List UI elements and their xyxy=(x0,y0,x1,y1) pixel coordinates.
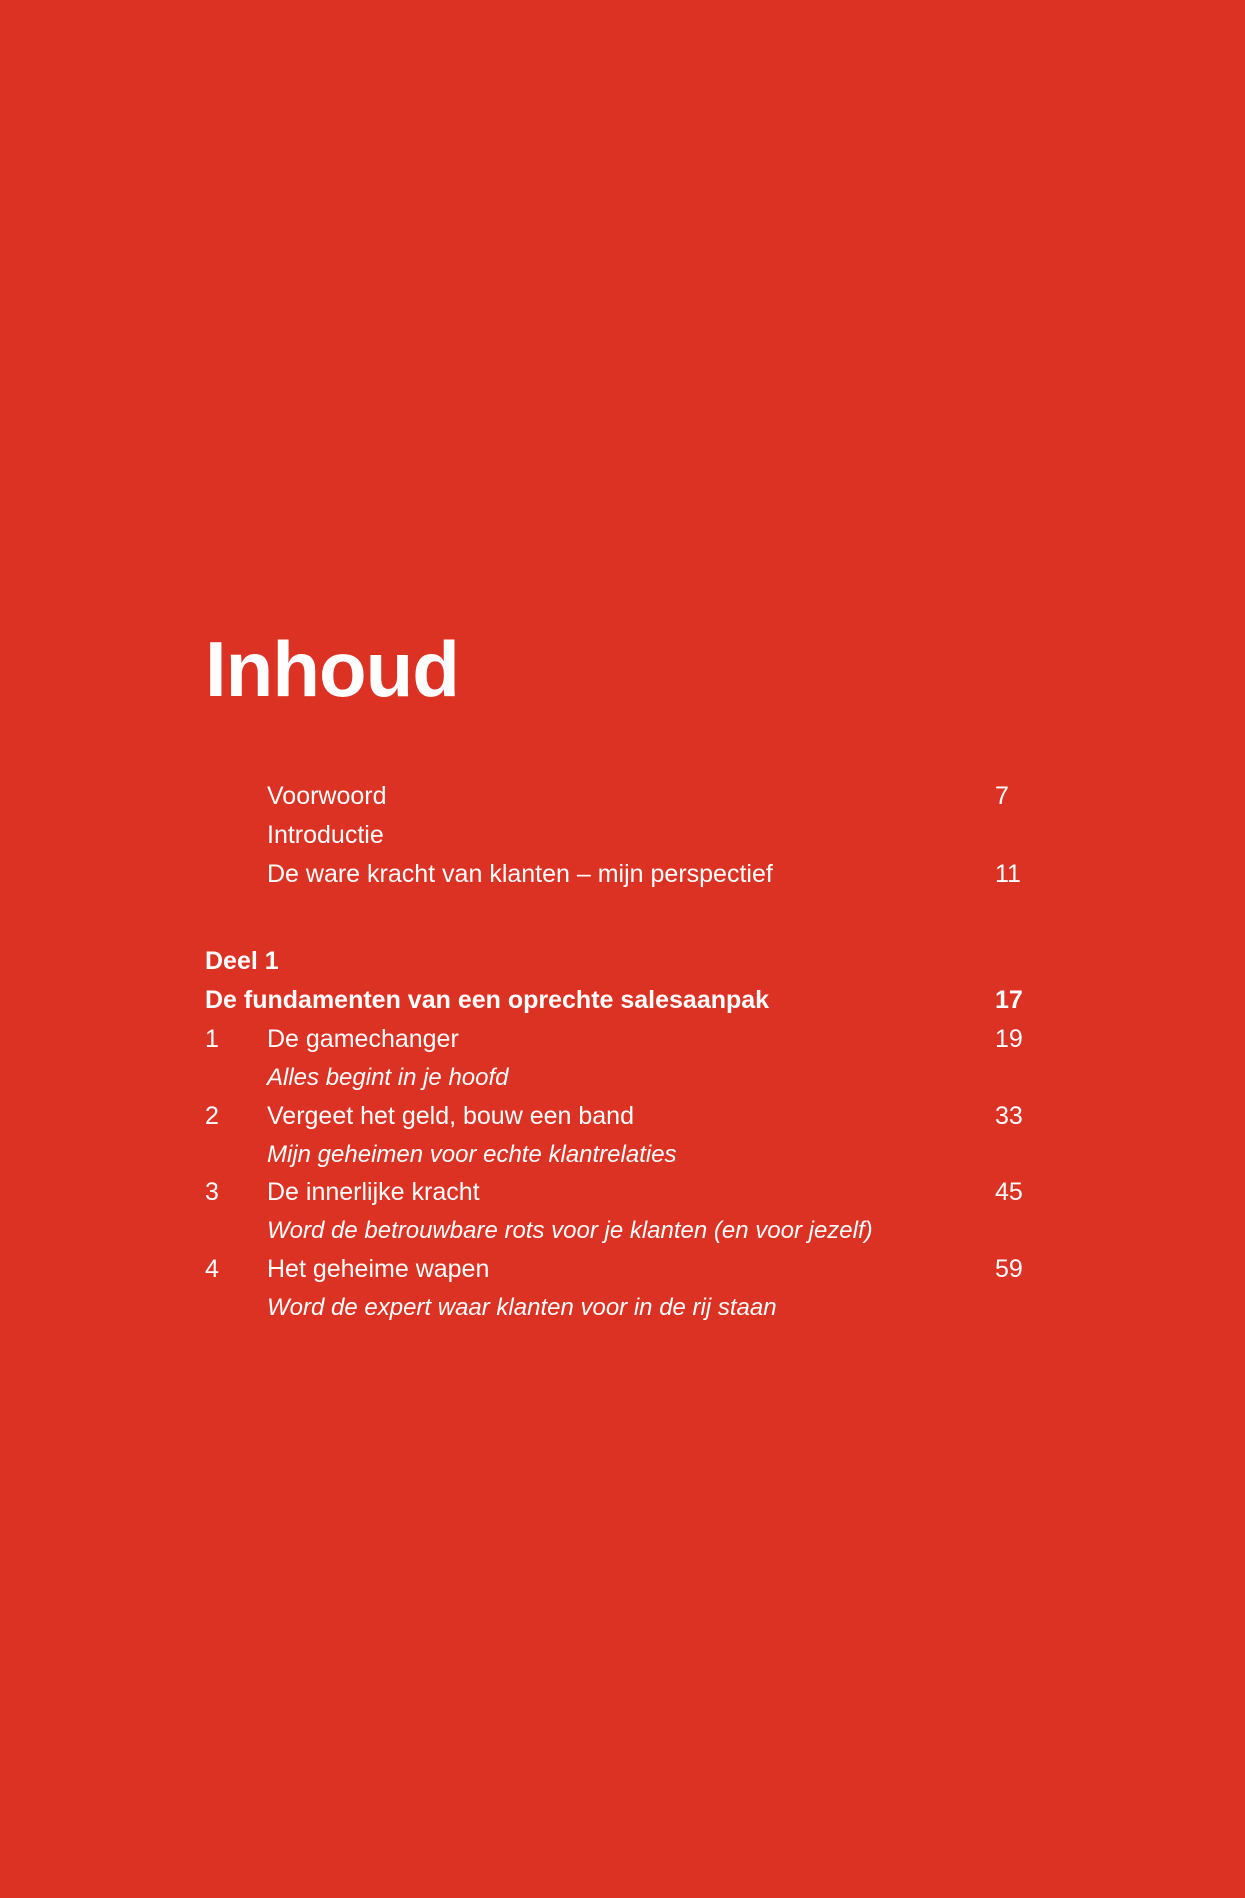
toc-entry-chapter-2[interactable] xyxy=(205,1098,1075,1135)
toc-subtitle-text: Word de betrouwbare rots voor je klanten (en voor jezelf) xyxy=(267,1217,873,1245)
page-title: Inhoud xyxy=(205,625,459,713)
toc-entry-page: 19 xyxy=(995,1025,1023,1053)
toc-entry-page: 11 xyxy=(995,860,1021,888)
toc-entry-chapter-1[interactable] xyxy=(205,1021,1075,1058)
toc-entry-ware-kracht[interactable] xyxy=(205,856,1075,893)
toc-entry-number: 2 xyxy=(205,1101,219,1130)
section-spacer xyxy=(205,895,1075,943)
toc-entry-number: 4 xyxy=(205,1254,219,1283)
toc-entry-page: 59 xyxy=(995,1254,1023,1283)
toc-list xyxy=(205,778,1075,1325)
toc-part-title[interactable] xyxy=(205,982,1075,1019)
toc-entry-number: 1 xyxy=(205,1025,219,1053)
toc-part-page: 17 xyxy=(995,986,1023,1014)
toc-entry-chapter-3[interactable] xyxy=(205,1174,1075,1211)
toc-subtitle-chapter-3 xyxy=(205,1213,1075,1249)
toc-entry-label: De ware kracht van klanten – mijn perspectief xyxy=(267,860,773,888)
toc-entry-number: 3 xyxy=(205,1178,219,1207)
toc-entry-page: 45 xyxy=(995,1178,1023,1207)
toc-entry-label: Voorwoord xyxy=(267,782,387,810)
toc-subtitle-text: Alles begint in je hoofd xyxy=(267,1064,509,1091)
toc-subtitle-text: Mijn geheimen voor echte klantrelaties xyxy=(267,1140,677,1168)
toc-entry-introductie[interactable] xyxy=(205,817,1075,854)
table-of-contents xyxy=(205,625,1075,1327)
toc-entry-label: Vergeet het geld, bouw een band xyxy=(267,1101,634,1130)
toc-entry-page: 7 xyxy=(995,782,1009,810)
toc-part-title-text: De fundamenten van een oprechte salesaanpak xyxy=(205,986,770,1014)
toc-subtitle-text: Word de expert waar klanten voor in de rij staan xyxy=(267,1293,777,1321)
toc-entry-label: De gamechanger xyxy=(267,1025,459,1053)
toc-entry-voorwoord[interactable] xyxy=(205,778,1075,815)
toc-part-label xyxy=(205,943,1075,980)
toc-entry-page: 33 xyxy=(995,1101,1023,1130)
toc-entry-chapter-4[interactable] xyxy=(205,1251,1075,1288)
toc-entry-label: Introductie xyxy=(267,821,384,849)
toc-part-label-text: Deel 1 xyxy=(205,947,279,975)
toc-subtitle-chapter-1 xyxy=(205,1060,1075,1096)
toc-subtitle-chapter-2 xyxy=(205,1137,1075,1173)
toc-entry-label: De innerlijke kracht xyxy=(267,1178,480,1207)
toc-entry-label: Het geheime wapen xyxy=(267,1254,490,1283)
toc-subtitle-chapter-4 xyxy=(205,1290,1075,1326)
